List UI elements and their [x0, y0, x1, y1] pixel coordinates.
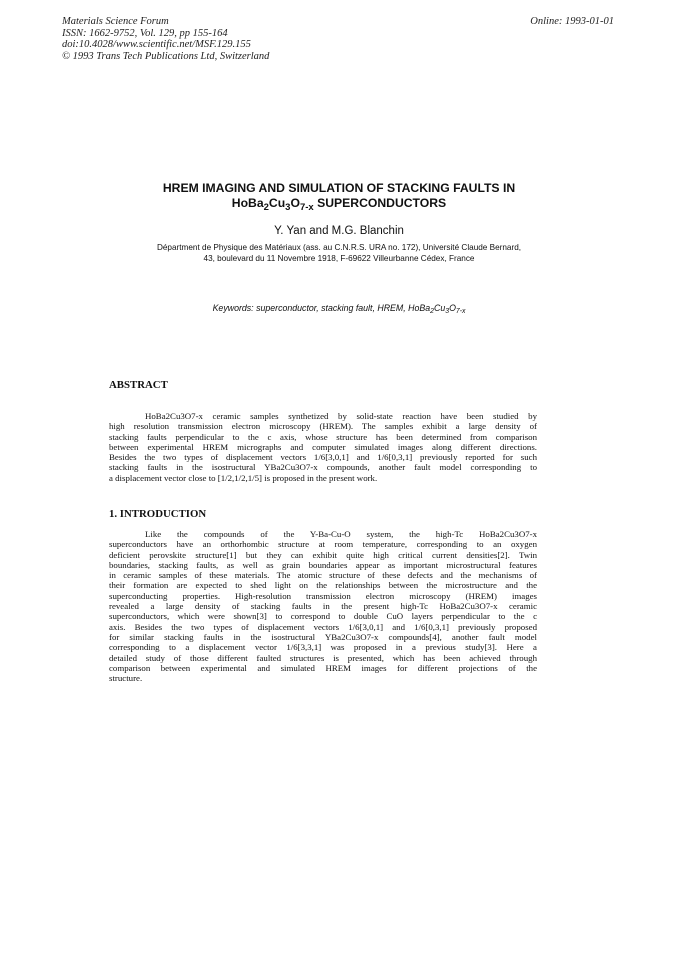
- intro-line: superconducting properties. High-resolution transmission electron microscopy (HREM) images: [109, 590, 537, 601]
- abstract-line: stacking faults perpendicular to the c axis, whose structure has been determined from comparison: [109, 431, 537, 442]
- formula-part: Cu: [433, 303, 446, 313]
- intro-line: Like the compounds of the Y-Ba-Cu-O system, the high-Tc HoBa2Cu3O7-x: [145, 529, 537, 539]
- abstract-line: between experimental HREM micrographs and computer simulated images along different directions.: [109, 441, 537, 452]
- introduction-body: [109, 529, 537, 683]
- formula-subscript: 7-x: [455, 308, 466, 316]
- authors: Y. Yan and M.G. Blanchin: [274, 225, 404, 237]
- intro-line: in ceramic samples of these materials. The atomic structure of these defects and the mechanisms of: [109, 570, 537, 581]
- keywords-formula: [408, 303, 466, 316]
- title-rest: SUPERCONDUCTORS: [313, 196, 447, 210]
- intro-line: superconductors have an orthorhombic structure at room temperature, corresponding to an oxygen: [109, 539, 537, 550]
- intro-line: boundaries, stacking faults, as well as grain boundaries appear as important microstructural features: [109, 559, 537, 570]
- online-date: Online: 1993-01-01: [530, 16, 614, 27]
- issn-line: ISSN: 1662-9752, Vol. 129, pp 155-164: [62, 27, 228, 39]
- paper-title-line1: HREM IMAGING AND SIMULATION OF STACKING FAULTS IN: [162, 181, 516, 195]
- abstract-line: Besides the two types of displacement vectors 1/6[3,0,1] and 1/6[0,3,1] previously reported for such: [109, 452, 537, 463]
- abstract-line: HoBa2Cu3O7-x ceramic samples synthetized by solid-state reaction have been studied by: [145, 411, 537, 421]
- intro-line: corresponding to a displacement vector 1/6[3,3,1] was proposed in a previous study[3]. Here a: [109, 642, 537, 653]
- doi-line: doi:10.4028/www.scientific.net/MSF.129.155: [62, 39, 251, 50]
- keywords-text: Keywords: superconductor, stacking fault, HREM,: [212, 303, 409, 313]
- affiliation-line1: Départment de Physique des Matériaux (ass. au C.N.R.S. URA no. 172), Université Claude Bernard,: [156, 243, 522, 252]
- intro-line: for similar stacking faults in the isostructural YBa2Cu3O7-x compounds[4], another fault model: [109, 631, 537, 642]
- intro-line: structure.: [109, 673, 143, 684]
- affiliation-line2: 43, boulevard du 11 Novembre 1918, F-69622 Villeurbanne Cédex, France: [203, 254, 475, 263]
- intro-line: their formation are expected to shed light on the relationships between the microstructure and the: [109, 580, 537, 591]
- formula-part: HoBa: [408, 303, 431, 313]
- formula-subscript: 2: [263, 202, 269, 214]
- intro-line: comparison between experimental and simulated HREM images for different projections of the: [109, 662, 537, 673]
- introduction-heading: 1. INTRODUCTION: [109, 508, 207, 520]
- intro-line: revealed a large density of stacking faults in the present high-Tc HoBa2Cu3O7-x ceramic: [109, 601, 537, 612]
- formula-subscript: 3: [445, 308, 450, 316]
- formula-subscript: 2: [430, 308, 434, 316]
- journal-header: [62, 16, 269, 62]
- paper-title-line2: [0, 196, 678, 212]
- intro-line: axis. Besides the two types of displacement vectors 1/6[3,0,1] and 1/6[0,3,1] previously proposed: [109, 621, 537, 632]
- abstract-line: a displacement vector close to [1/2,1/2,1/5] is proposed in the present work.: [109, 472, 378, 483]
- formula-part: O: [290, 196, 300, 210]
- formula-subscript: 7-x: [299, 202, 314, 214]
- abstract-line: stacking faults in the isostructural YBa2Cu3O7-x compounds, another fault model corresponding to: [109, 462, 537, 473]
- intro-line: superconductors, which were shown[3] to correspond to double CuO layers perpendicular to the c: [109, 611, 537, 622]
- abstract-line: high resolution transmission electron microscopy (HREM). The samples exhibit a large density of: [109, 421, 537, 432]
- abstract-body: [109, 411, 537, 483]
- formula-part: HoBa: [231, 196, 264, 210]
- formula-part: Cu: [268, 196, 286, 210]
- copyright-line: © 1993 Trans Tech Publications Ltd, Switzerland: [62, 50, 270, 62]
- abstract-heading: ABSTRACT: [109, 379, 168, 391]
- intro-line: detailed study of those different faulted structures is presented, which has been achieved through: [109, 652, 537, 663]
- title-formula: [231, 196, 314, 214]
- formula-part: O: [449, 303, 456, 313]
- formula-subscript: 3: [285, 202, 291, 214]
- intro-line: deficient perovskite structure[1] but they can exhibit quite high critical current densities[2]. Twin: [109, 549, 537, 560]
- keywords: [0, 303, 678, 316]
- journal-name: Materials Science Forum: [62, 16, 169, 27]
